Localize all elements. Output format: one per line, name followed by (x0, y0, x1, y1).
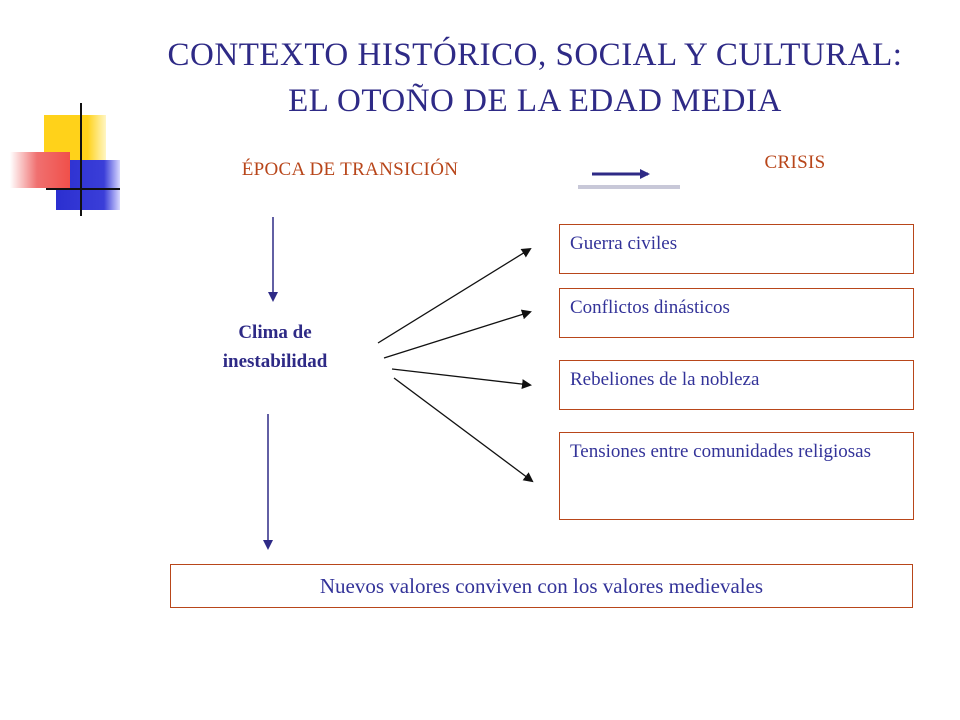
arrow-to-conflictos (384, 312, 530, 358)
arrow-to-tensiones (394, 378, 532, 481)
arrow-to-guerra (378, 249, 530, 343)
title-line-2: EL OTOÑO DE LA EDAD MEDIA (288, 83, 782, 119)
clima-line-2: inestabilidad (222, 351, 328, 372)
box-nuevos-valores: Nuevos valores conviven con los valores medievales (170, 564, 913, 608)
box-tensiones-religiosas: Tensiones entre comunidades religiosas (559, 432, 914, 520)
arrow-to-rebeliones (392, 369, 530, 385)
title-line-1: CONTEXTO HISTÓRICO, SOCIAL Y CULTURAL: (167, 37, 903, 73)
clima-line-1: Clima de (238, 322, 312, 343)
box-conflictos-dinasticos: Conflictos dinásticos (559, 288, 914, 338)
epoca-transicion-label: ÉPOCA DE TRANSICIÓN (241, 159, 459, 180)
box-rebeliones-nobleza: Rebeliones de la nobleza (559, 360, 914, 410)
box-guerra-civiles: Guerra civiles (559, 224, 914, 274)
crisis-label: CRISIS (764, 152, 826, 173)
clima-inestabilidad-node (190, 318, 360, 376)
